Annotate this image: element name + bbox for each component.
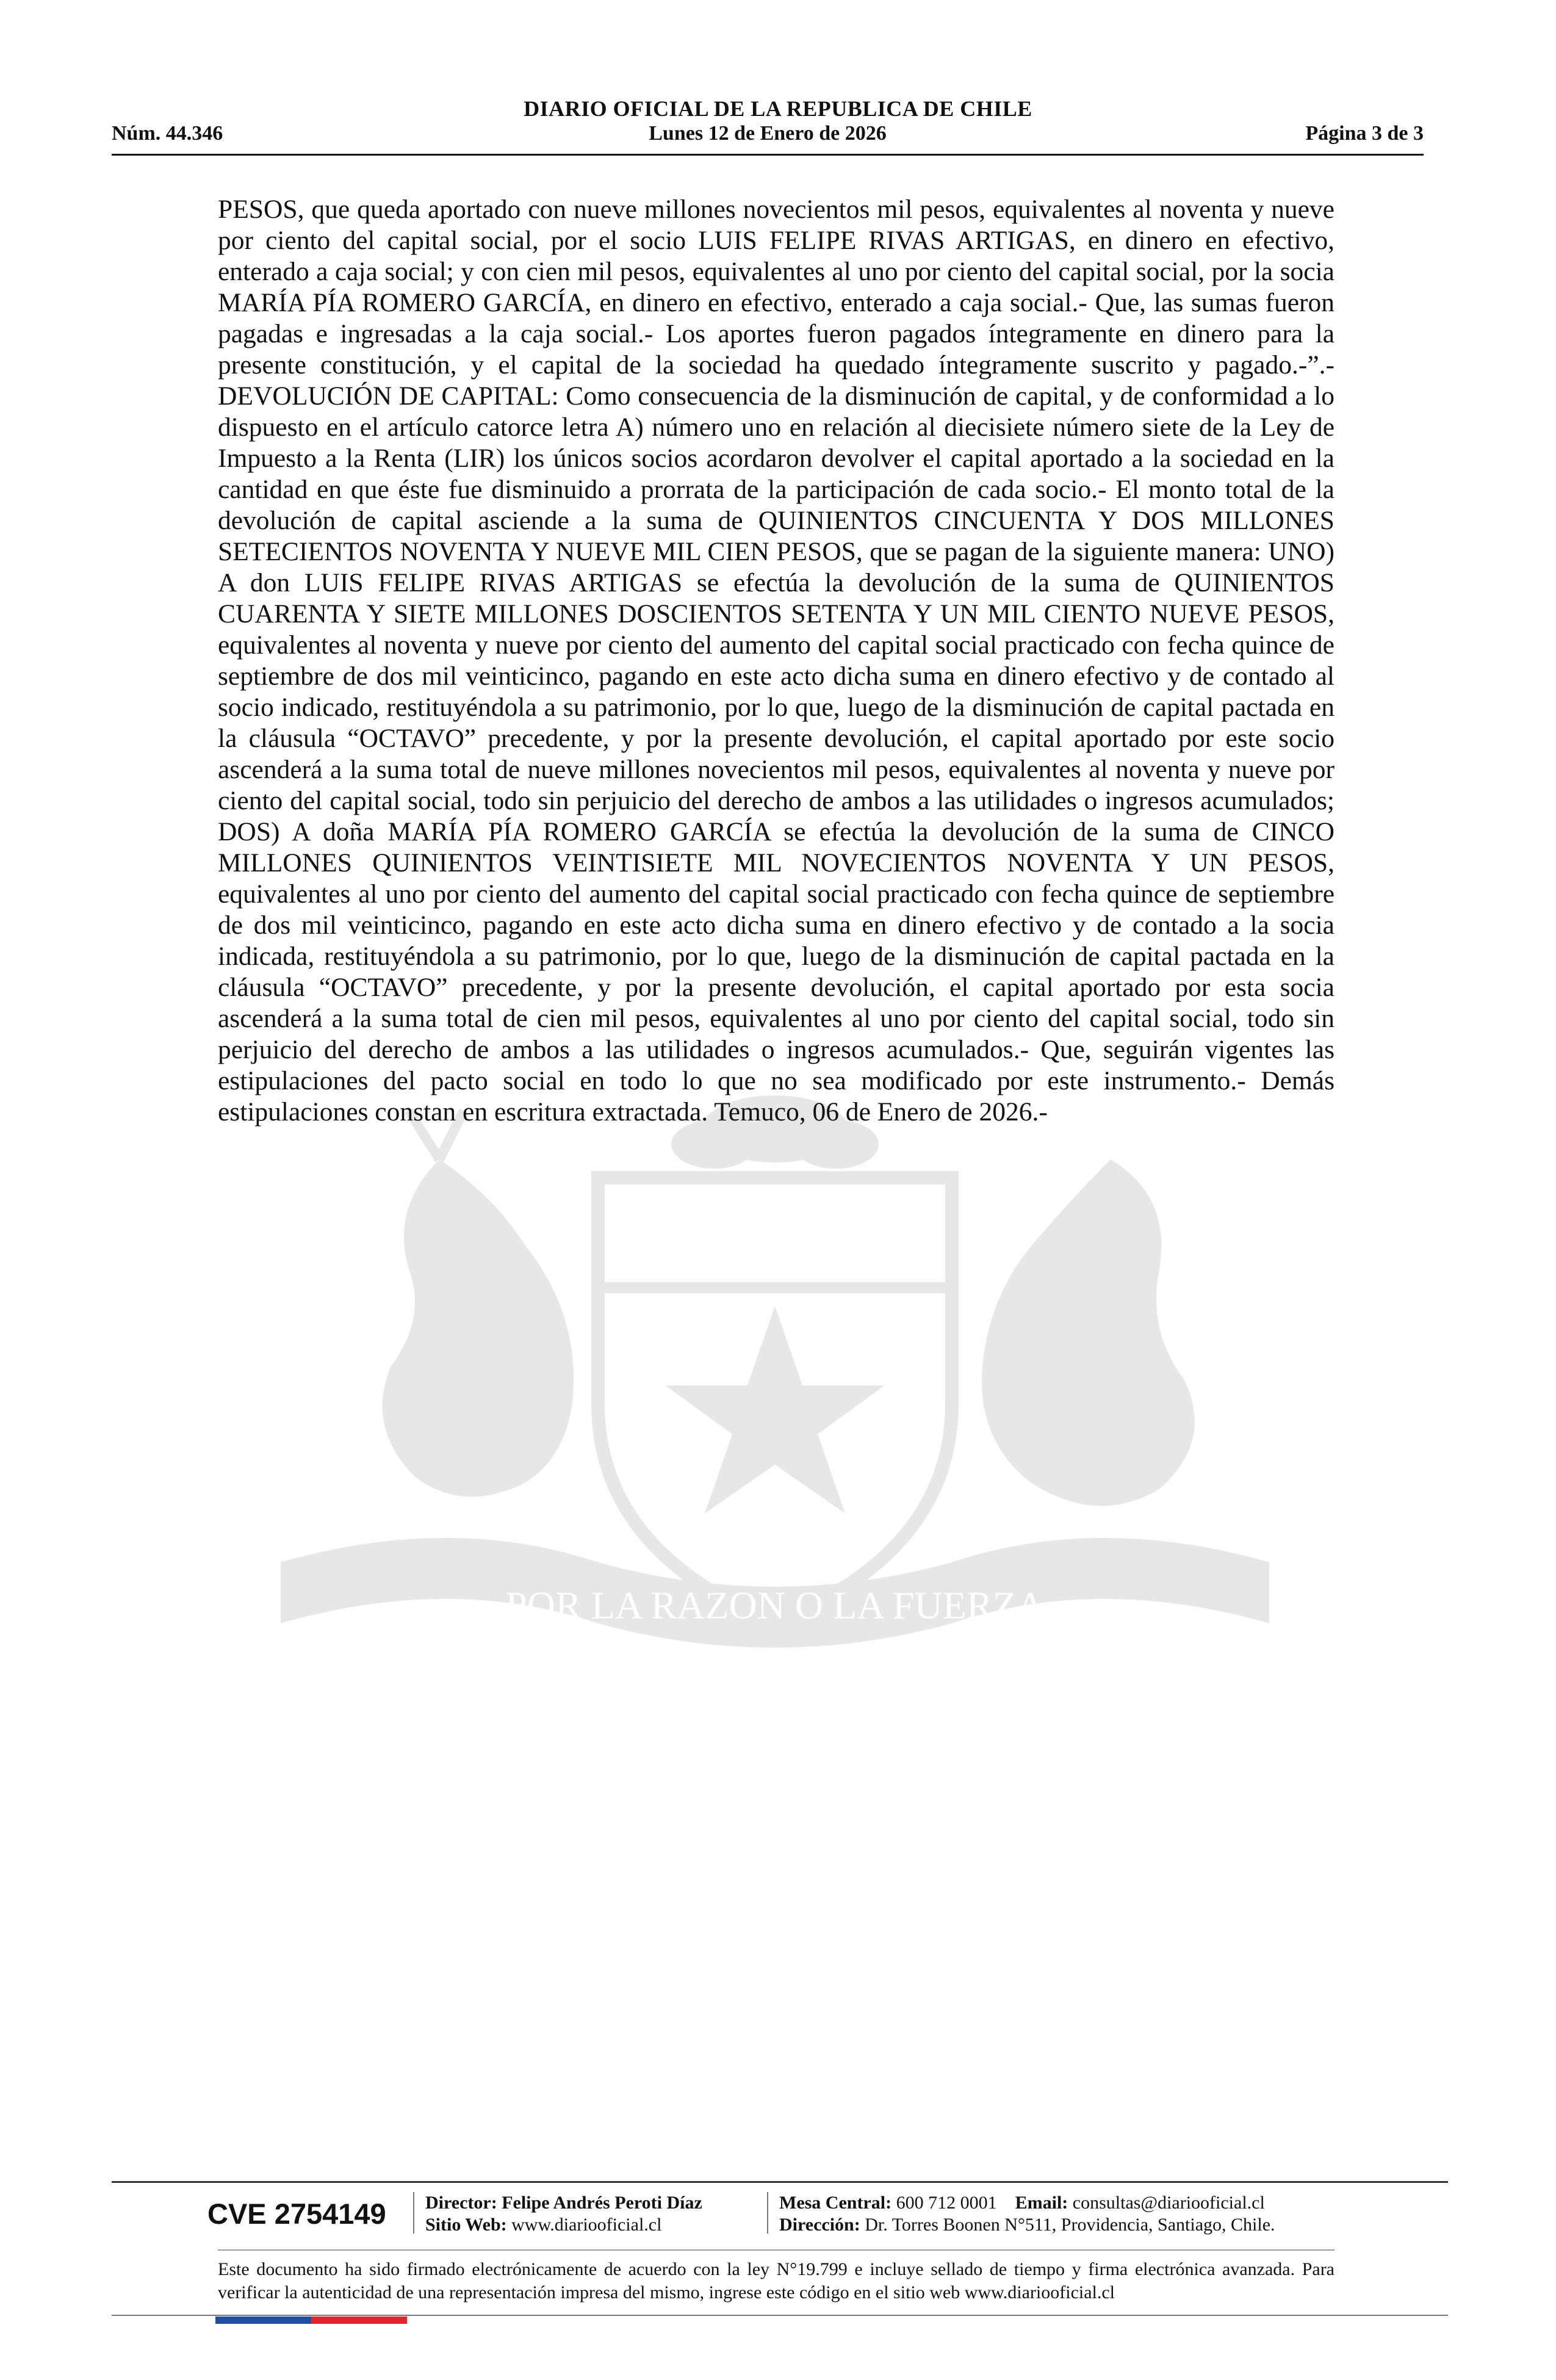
- condor-shape: [982, 1159, 1195, 1506]
- email-link[interactable]: consultas@diariooficial.cl: [1072, 2193, 1265, 2213]
- address-value: Dr. Torres Boonen N°511, Providencia, Santiago, Chile.: [865, 2215, 1275, 2235]
- address-label: Dirección:: [779, 2215, 860, 2235]
- footer-director-block: [425, 2192, 702, 2236]
- footer-separator: [413, 2192, 414, 2234]
- header-row: [112, 122, 1424, 149]
- motto-text: POR LA RAZON O LA FUERZA: [505, 1584, 1045, 1627]
- website-link[interactable]: www.diariooficial.cl: [511, 2215, 662, 2235]
- address-line: [779, 2214, 1275, 2236]
- website-line: [425, 2214, 702, 2236]
- director-line: [425, 2192, 702, 2214]
- director-label: Director:: [425, 2193, 497, 2213]
- website-label: Sitio Web:: [425, 2215, 507, 2235]
- email-label: Email:: [1015, 2193, 1068, 2213]
- contact-line: [779, 2192, 1275, 2214]
- footer-contact-block: [779, 2192, 1275, 2236]
- footer-top-divider: [112, 2181, 1448, 2183]
- signature-notice: Este documento ha sido firmado electrónicamente de acuerdo con la ley N°19.799 e incluye sellado de tiempo y firma electrónica avanzada. Para verificar la autenticidad de una representación impresa del mismo, ingrese este código en el sitio web www.diariooficial.cl: [218, 2259, 1334, 2302]
- flag-stripe-blue: [215, 2317, 311, 2324]
- publication-title: DIARIO OFICIAL DE LA REPUBLICA DE CHILE: [524, 96, 1032, 121]
- flag-stripe-red: [311, 2317, 407, 2324]
- mesa-label: Mesa Central:: [779, 2193, 892, 2213]
- star-shape: [665, 1306, 885, 1513]
- issue-number: Núm. 44.346: [112, 122, 223, 145]
- page-indicator: Página 3 de 3: [1305, 122, 1424, 145]
- cve-code: CVE 2754149: [207, 2198, 386, 2230]
- footer-separator: [767, 2192, 768, 2234]
- mesa-phone: 600 712 0001: [896, 2193, 997, 2213]
- footer-bottom-divider: [112, 2315, 1448, 2316]
- body-text: PESOS, que queda aportado con nueve millones novecientos mil pesos, equivalentes al noventa y nueve por ciento del capital social, por el socio LUIS FELIPE RIVAS ARTIGAS, en dinero en efectivo, enterado a caja social; y con cien mil pesos, equivalentes al uno por ciento del capital social, por la socia MARÍA PÍA ROMERO GARCÍA, en dinero en efectivo, enterado a caja social.- Que, las sumas fueron pagadas e ingresadas a la caja social.- Los aportes fueron pagados íntegramente en dinero para la presente constitución, y el capital de la sociedad ha quedado íntegramente suscrito y pagado.-”.- DEVOLUCIÓN DE CAPITAL: Como consecuencia de la disminución de capital, y de conformidad a lo dispuesto en el artículo catorce letra A) número uno en relación al diecisiete número siete de la Ley de Impuesto a la Renta (LIR) los únicos socios acordaron devolver el capital aportado a la sociedad en la cantidad en que éste fue disminuido a prorrata de la participación de cada socio.- El monto total de la devolución de capital asciende a la suma de QUINIENTOS CINCUENTA Y DOS MILLONES SETECIENTOS NOVENTA Y NUEVE MIL CIEN PESOS, que se pagan de la siguiente manera: UNO) A don LUIS FELIPE RIVAS ARTIGAS se efectúa la devolución de la suma de QUINIENTOS CUARENTA Y SIETE MILLONES DOSCIENTOS SETENTA Y UN MIL CIENTO NUEVE PESOS, equivalentes al noventa y nueve por ciento del aumento del capital social practicado con fecha quince de septiembre de dos mil veinticinco, pagando en este acto dicha suma en dinero efectivo y de contado al socio indicado, restituyéndola a su patrimonio, por lo que, luego de la disminución de capital pactada en la cláusula “OCTAVO” precedente, y por la presente devolución, el capital aportado por este socio ascenderá a la suma total de nueve millones novecientos mil pesos, equivalentes al noventa y nueve por ciento del capital social, todo sin perjuicio del derecho de ambos a las utilidades o ingresos acumulados; DOS) A doña MARÍA PÍA ROMERO GARCÍA se efectúa la devolución de la suma de CINCO MILLONES QUINIENTOS VEINTISIETE MIL NOVECIENTOS NOVENTA Y UN PESOS, equivalentes al uno por ciento del aumento del capital social practicado con fecha quince de septiembre de dos mil veinticinco, pagando en este acto dicha suma en dinero efectivo y de contado a la socia indicada, restituyéndola a su patrimonio, por lo que, luego de la disminución de capital pactada en la cláusula “OCTAVO” precedente, y por la presente devolución, el capital aportado por esta socia ascenderá a la suma total de cien mil pesos, equivalentes al uno por ciento del capital social, todo sin perjuicio del derecho de ambos a las utilidades o ingresos acumulados.- Que, seguirán vigentes las estipulaciones del pacto social en todo lo que no sea modificado por este instrumento.- Demás estipulaciones constan en escritura extractada. Temuco, 06 de Enero de 2026.-: [218, 195, 1334, 1127]
- issue-date: Lunes 12 de Enero de 2026: [649, 122, 887, 145]
- header-divider: [112, 154, 1424, 156]
- huemul-shape: [383, 1159, 574, 1497]
- footer-mid-divider: [218, 2249, 1334, 2251]
- director-value: Felipe Andrés Peroti Díaz: [502, 2193, 702, 2213]
- coat-of-arms-watermark: [207, 1086, 1342, 1697]
